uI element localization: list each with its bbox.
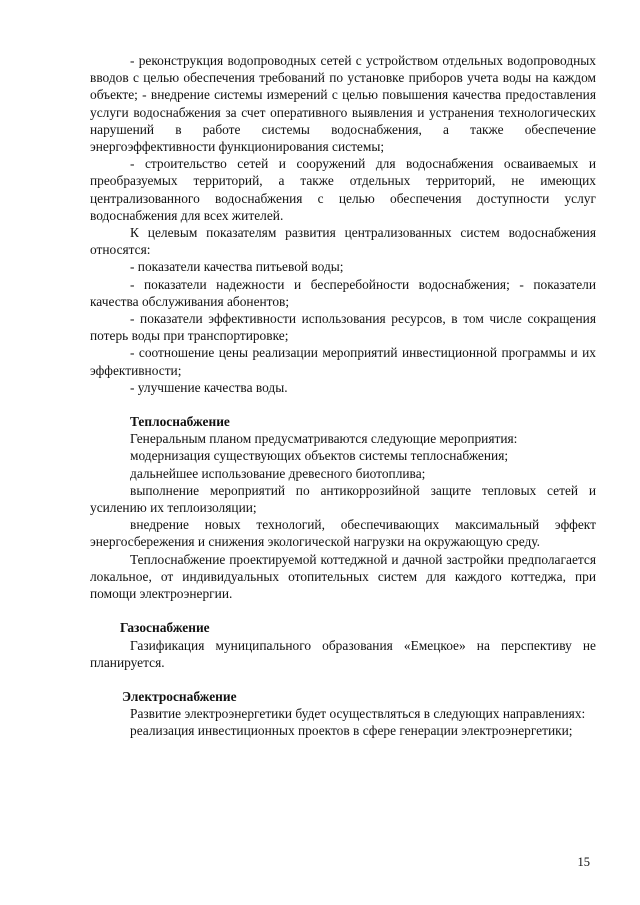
section-gap [90,396,596,413]
water-item-2: - строительство сетей и сооружений для водоснабжения осваиваемых и преобразуемых территорий, а также отдельных территорий, не имеющих централизованного водоснабжения с целью обеспечения доступности услуг водоснабжения для всех жителей. [90,156,596,223]
heat-paragraph-6: Теплоснабжение проектируемой коттеджной и дачной застройки предполагается локальное, от индивидуальных отопительных систем для каждого коттеджа, при помощи электроэнергии. [90,551,596,602]
water-indicator-1: - показатели качества питьевой воды; [130,259,344,275]
heat-paragraph-5: внедрение новых технологий, обеспечивающих максимальный эффект энергосбережения и снижения экологической нагрузки на окружающую среду. [90,517,596,550]
water-indicator-4: - соотношение цены реализации мероприятий инвестиционной программы и их эффективности; [90,345,596,378]
electric-heading: Электроснабжение [122,688,237,704]
gas-heading: Газоснабжение [120,620,210,636]
heat-paragraph-1: Генеральным планом предусматриваются следующие мероприятия: [130,431,518,447]
heat-heading: Теплоснабжение [130,414,230,430]
electric-paragraph-2: реализация инвестиционных проектов в сфере генерации электроэнергетики; [130,723,573,739]
page-content [90,52,596,740]
section-gap [90,671,596,688]
water-item-1: - реконструкция водопроводных сетей с устройством отдельных водопроводных вводов с целью обеспечения требований по установке приборов учета воды на каждом объекте; - внедрение системы измерений с целью повышения качества предоставления услуги водоснабжения за счет оперативного выявления и устранения технологических нарушений в работе системы водоснабжения, а также обеспечение энергоэффективности функционирования системы; [90,53,596,155]
water-indicator-2: - показатели надежности и бесперебойности водоснабжения; - показатели качества обслуживания абонентов; [90,276,596,309]
electric-paragraph-1: Развитие электроэнергетики будет осуществляться в следующих направлениях: [130,706,586,722]
heat-paragraph-3: дальнейшее использование древесного биотоплива; [130,465,426,481]
water-indicator-5: - улучшение качества воды. [130,379,288,395]
water-indicator-3: - показатели эффективности использования ресурсов, в том числе сокращения потерь воды при транспортировке; [90,311,596,344]
heat-paragraph-2: модернизация существующих объектов системы теплоснабжения; [130,448,509,464]
gas-paragraph: Газификация муниципального образования «Емецкое» на перспективу не планируется. [90,637,596,670]
page-number: 15 [577,855,590,869]
water-indicators-intro: К целевым показателям развития централизованных систем водоснабжения относятся: [90,225,596,258]
heat-paragraph-4: выполнение мероприятий по антикоррозийной защите тепловых сетей и усилению их теплоизоляции; [90,482,596,516]
section-gap [90,602,596,619]
